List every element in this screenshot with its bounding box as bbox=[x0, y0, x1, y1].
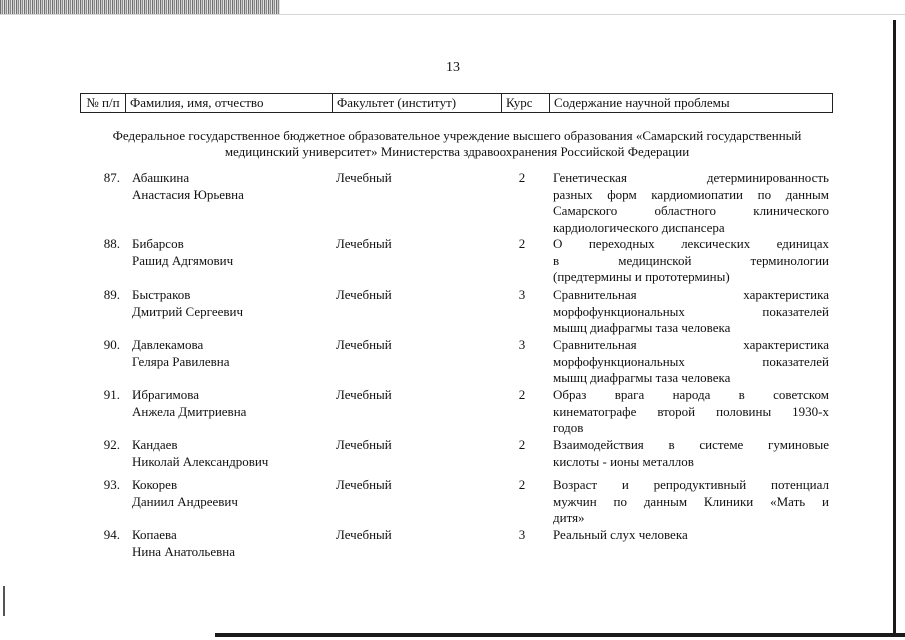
entry-topic bbox=[553, 170, 829, 236]
entry-faculty: Лечебный bbox=[336, 437, 392, 452]
header-faculty: Факультет (институт) bbox=[333, 94, 502, 113]
entry-faculty: Лечебный bbox=[336, 236, 392, 251]
entry-given-name: Анжела Дмитриевна bbox=[132, 403, 247, 419]
entry-number: 88. bbox=[103, 236, 120, 251]
entry-number: 92. bbox=[103, 437, 120, 452]
entry-number: 89. bbox=[103, 287, 120, 302]
topic-line: Генетическая детерминированность bbox=[553, 170, 829, 185]
entry-topic bbox=[553, 287, 829, 337]
topic-line: дитя» bbox=[553, 510, 585, 525]
entry-name bbox=[132, 437, 332, 470]
entry-course: 2 bbox=[518, 477, 526, 492]
entry-given-name: Даниил Андреевич bbox=[132, 493, 238, 509]
topic-line: Сравнительная характеристика bbox=[553, 287, 829, 302]
entry-number: 93. bbox=[103, 477, 120, 492]
entry-course: 2 bbox=[518, 170, 526, 185]
topic-line: Возраст и репродуктивный потенциал bbox=[553, 477, 829, 492]
entry-surname: Давлекамова bbox=[132, 337, 204, 352]
entry-surname: Абашкина bbox=[132, 170, 190, 185]
entry-surname: Быстраков bbox=[132, 287, 191, 302]
header-topic: Содержание научной проблемы bbox=[550, 94, 833, 113]
topic-line: в медицинской терминологии bbox=[553, 252, 829, 268]
entry-course: 2 bbox=[518, 437, 526, 452]
table-header bbox=[80, 93, 833, 113]
topic-line: разных форм кардиомиопатии по данным bbox=[553, 186, 829, 202]
header-num: № п/п bbox=[81, 94, 126, 113]
entry-topic bbox=[553, 337, 829, 387]
entry-number: 91. bbox=[103, 387, 120, 402]
entry-name bbox=[132, 287, 332, 320]
entry-topic bbox=[553, 477, 829, 527]
entry-course: 3 bbox=[518, 287, 526, 302]
entry-faculty: Лечебный bbox=[336, 337, 392, 352]
entry-faculty: Лечебный bbox=[336, 527, 392, 542]
entry-given-name: Анастасия Юрьевна bbox=[132, 186, 244, 202]
topic-line: мужчин по данным Клиники «Мать и bbox=[553, 493, 829, 509]
scan-right-border bbox=[893, 20, 896, 634]
entry-surname: Кандаев bbox=[132, 437, 178, 452]
entry-name bbox=[132, 387, 332, 420]
scan-edge-noise bbox=[0, 0, 280, 14]
topic-line: (предтермины и прототермины) bbox=[553, 269, 730, 284]
entry-given-name: Рашид Адгямович bbox=[132, 252, 234, 268]
entry-surname: Копаева bbox=[132, 527, 177, 542]
entry-course: 3 bbox=[518, 337, 526, 352]
topic-line: кислоты - ионы металлов bbox=[553, 453, 694, 469]
entry-faculty: Лечебный bbox=[336, 287, 392, 302]
entry-topic bbox=[553, 527, 829, 544]
header-course: Курс bbox=[502, 94, 550, 113]
topic-line: Сравнительная характеристика bbox=[553, 337, 829, 352]
entry-given-name: Нина Анатольевна bbox=[132, 543, 235, 559]
entry-faculty: Лечебный bbox=[336, 477, 392, 492]
entry-course: 2 bbox=[518, 236, 526, 251]
topic-line: кардиологического диспансера bbox=[553, 219, 725, 235]
entry-number: 87. bbox=[103, 170, 120, 185]
entry-topic bbox=[553, 437, 829, 470]
topic-line: О переходных лексических единицах bbox=[553, 236, 829, 251]
entry-given-name: Николай Александрович bbox=[132, 453, 269, 469]
entry-surname: Бибарсов bbox=[132, 236, 184, 251]
topic-line: морфофункциональных показателей bbox=[553, 303, 829, 319]
entry-name bbox=[132, 527, 332, 560]
topic-line: Взаимодействия в системе гуминовые bbox=[553, 437, 829, 452]
topic-line: Самарского областного клинического bbox=[553, 203, 829, 218]
entry-name bbox=[132, 477, 332, 510]
entry-given-name: Геляра Равилевна bbox=[132, 353, 230, 369]
entry-number: 90. bbox=[103, 337, 120, 352]
topic-line: мышц диафрагмы таза человека bbox=[553, 320, 731, 335]
scan-bottom-border bbox=[215, 633, 905, 637]
topic-line: кинематографе второй половины 1930-х bbox=[553, 403, 829, 419]
topic-line: Образ врага народа в советском bbox=[553, 387, 829, 402]
topic-line: Реальный слух человека bbox=[553, 527, 688, 542]
entry-topic bbox=[553, 387, 829, 437]
entry-given-name: Дмитрий Сергеевич bbox=[132, 303, 243, 319]
entry-faculty: Лечебный bbox=[336, 170, 392, 185]
entry-faculty: Лечебный bbox=[336, 387, 392, 402]
entry-name bbox=[132, 170, 332, 203]
scan-left-mark bbox=[3, 586, 5, 616]
header-name: Фамилия, имя, отчество bbox=[126, 94, 333, 113]
institution-title: Федеральное государственное бюджетное образовательное учреждение высшего образования «Самарский государственный медицинский университет» Министерства здравоохранения Российской Федерации bbox=[112, 128, 802, 159]
scan-edge-line bbox=[0, 14, 905, 15]
entry-surname: Ибрагимова bbox=[132, 387, 200, 402]
entry-name bbox=[132, 236, 332, 269]
entry-topic bbox=[553, 236, 829, 286]
entry-course: 2 bbox=[518, 387, 526, 402]
topic-line: мышц диафрагмы таза человека bbox=[553, 370, 731, 385]
topic-line: годов bbox=[553, 420, 584, 435]
entry-name bbox=[132, 337, 332, 370]
entry-surname: Кокорев bbox=[132, 477, 178, 492]
entry-course: 3 bbox=[518, 527, 526, 542]
entry-number: 94. bbox=[103, 527, 120, 542]
topic-line: морфофункциональных показателей bbox=[553, 353, 829, 369]
page-number: 13 bbox=[446, 60, 460, 75]
